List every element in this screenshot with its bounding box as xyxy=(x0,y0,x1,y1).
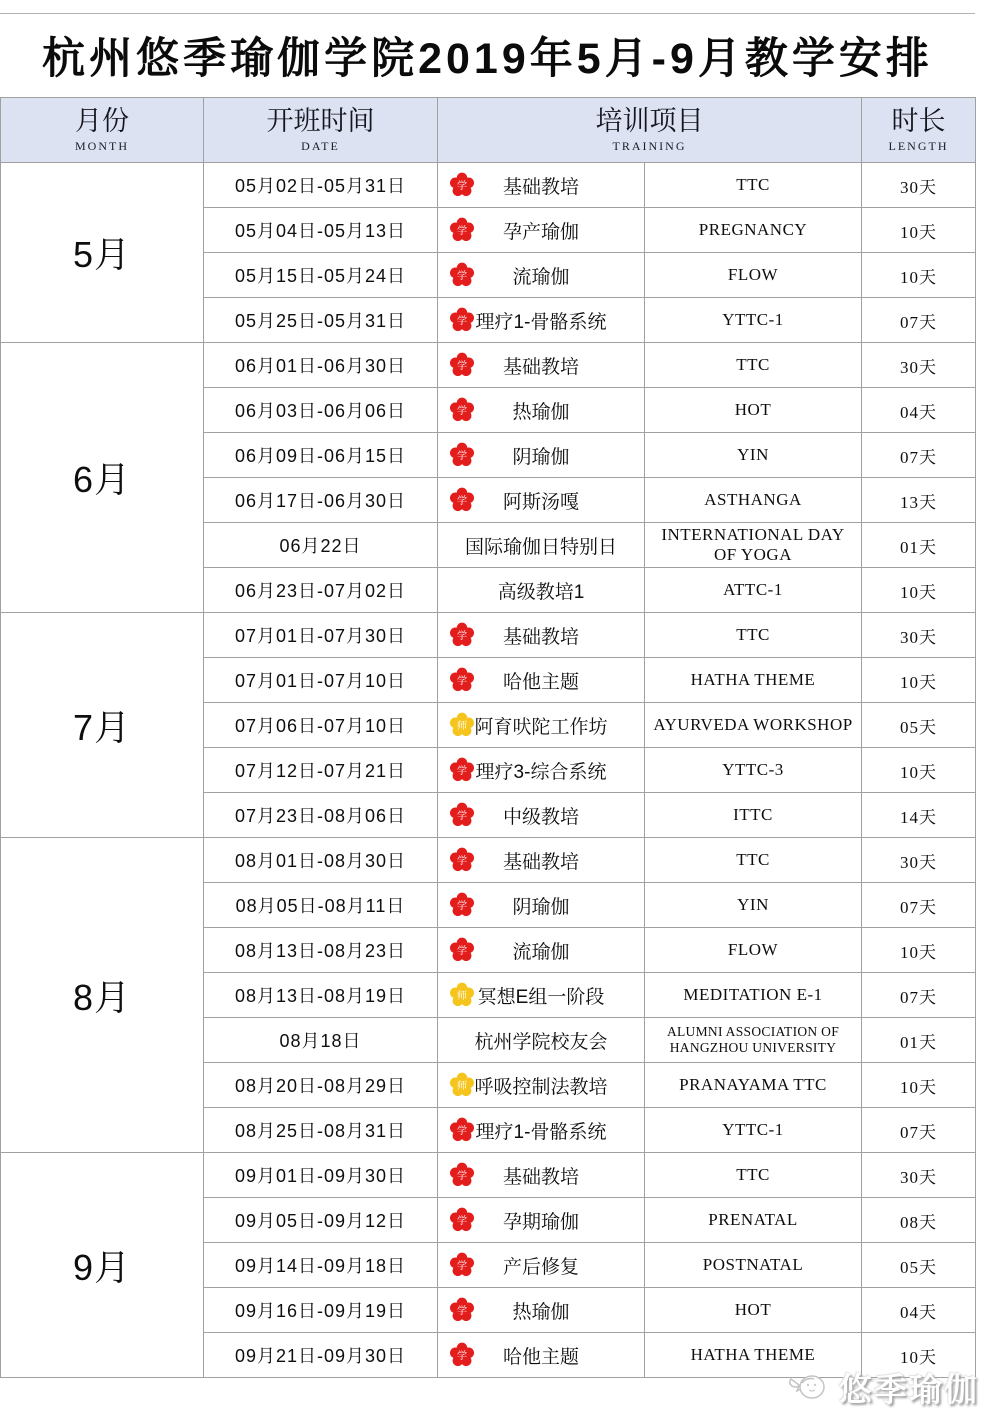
training-zh-cell xyxy=(438,793,645,838)
training-en-cell: POSTNATAL xyxy=(645,1243,862,1288)
column-header-month-zh: 月份 xyxy=(75,106,129,137)
red-flower-icon xyxy=(449,1207,475,1233)
red-flower-icon xyxy=(449,487,475,513)
brand-logo-text: 悠季瑜伽 xyxy=(839,1371,979,1408)
svg-text:学: 学 xyxy=(456,1215,468,1227)
table-row xyxy=(1,163,976,208)
red-flower-icon xyxy=(449,757,475,783)
duration-cell: 30天 xyxy=(862,163,976,208)
training-zh-cell xyxy=(438,298,645,343)
svg-text:学: 学 xyxy=(456,360,468,372)
svg-text:学: 学 xyxy=(456,675,468,687)
red-flower-icon xyxy=(449,892,475,918)
duration-cell: 10天 xyxy=(862,568,976,613)
training-zh-cell xyxy=(438,253,645,298)
svg-text:学: 学 xyxy=(456,765,468,777)
date-cell: 05月04日-05月13日 xyxy=(204,208,438,253)
svg-text:学: 学 xyxy=(456,855,468,867)
date-cell: 09月21日-09月30日 xyxy=(204,1333,438,1378)
red-flower-icon xyxy=(449,667,475,693)
training-zh-cell xyxy=(438,433,645,478)
svg-text:学: 学 xyxy=(456,810,468,822)
training-zh-cell xyxy=(438,1153,645,1198)
date-cell: 09月14日-09月18日 xyxy=(204,1243,438,1288)
training-zh-cell xyxy=(438,883,645,928)
red-flower-icon xyxy=(449,307,475,333)
date-cell: 06月17日-06月30日 xyxy=(204,478,438,523)
training-zh-label: 基础教培 xyxy=(502,851,579,873)
schedule-table xyxy=(0,97,976,1378)
date-cell: 08月13日-08月19日 xyxy=(204,973,438,1018)
brand-watermark xyxy=(788,1364,979,1411)
training-en-cell: TTC xyxy=(645,1153,862,1198)
date-cell: 08月18日 xyxy=(204,1018,438,1063)
svg-text:师: 师 xyxy=(456,720,468,732)
training-zh-label: 基础教培 xyxy=(502,1166,579,1188)
red-flower-icon xyxy=(449,352,475,378)
training-zh-cell xyxy=(438,1198,645,1243)
training-en-cell: INTERNATIONAL DAY OF YOGA xyxy=(645,523,862,568)
duration-cell: 30天 xyxy=(862,613,976,658)
date-cell: 06月03日-06月06日 xyxy=(204,388,438,433)
duration-cell: 07天 xyxy=(862,298,976,343)
training-zh-label: 孕产瑜伽 xyxy=(502,221,579,243)
schedule-body xyxy=(1,163,976,1378)
duration-cell: 10天 xyxy=(862,748,976,793)
training-zh-label: 基础教培 xyxy=(502,356,579,378)
svg-text:学: 学 xyxy=(456,1305,468,1317)
training-zh-cell xyxy=(438,928,645,973)
table-row xyxy=(1,1153,976,1198)
svg-text:学: 学 xyxy=(456,450,468,462)
table-header xyxy=(1,98,976,163)
red-flower-icon xyxy=(449,847,475,873)
duration-cell: 01天 xyxy=(862,1018,976,1063)
month-label: 9月 xyxy=(1,1153,204,1378)
duration-cell: 10天 xyxy=(862,253,976,298)
svg-text:学: 学 xyxy=(456,270,468,282)
column-header-training-en: TRAINING xyxy=(612,138,687,153)
table-row xyxy=(1,613,976,658)
duration-cell: 10天 xyxy=(862,1333,976,1378)
yellow-flower-icon xyxy=(449,1072,475,1098)
svg-text:学: 学 xyxy=(456,945,468,957)
red-flower-icon xyxy=(449,262,475,288)
training-en-cell: FLOW xyxy=(645,253,862,298)
duration-cell: 05天 xyxy=(862,703,976,748)
training-zh-cell xyxy=(438,1288,645,1333)
training-zh-label: 冥想E组一阶段 xyxy=(477,986,605,1008)
training-en-cell: TTC xyxy=(645,163,862,208)
training-zh-cell xyxy=(438,613,645,658)
svg-text:学: 学 xyxy=(456,1350,468,1362)
yellow-flower-icon xyxy=(449,982,475,1008)
training-zh-cell xyxy=(438,568,645,613)
training-zh-cell xyxy=(438,208,645,253)
duration-cell: 04天 xyxy=(862,388,976,433)
red-flower-icon xyxy=(449,937,475,963)
red-flower-icon xyxy=(449,622,475,648)
table-row xyxy=(1,838,976,883)
training-zh-label: 理疗3-综合系统 xyxy=(475,761,607,783)
date-cell: 08月05日-08月11日 xyxy=(204,883,438,928)
column-header-training-zh: 培训项目 xyxy=(595,106,704,137)
training-zh-cell xyxy=(438,478,645,523)
training-zh-cell xyxy=(438,388,645,433)
training-en-cell: PRENATAL xyxy=(645,1198,862,1243)
training-zh-label: 基础教培 xyxy=(502,626,579,648)
red-flower-icon xyxy=(449,1297,475,1323)
training-zh-label: 阿斯汤嘎 xyxy=(502,491,579,513)
training-en-cell: HOT xyxy=(645,388,862,433)
training-zh-label: 高级教培1 xyxy=(497,581,585,603)
training-en-cell: YIN xyxy=(645,433,862,478)
svg-text:学: 学 xyxy=(456,1260,468,1272)
training-en-cell: YTTC-3 xyxy=(645,748,862,793)
training-zh-cell xyxy=(438,1333,645,1378)
duration-cell: 07天 xyxy=(862,973,976,1018)
date-cell: 06月09日-06月15日 xyxy=(204,433,438,478)
training-zh-label: 哈他主题 xyxy=(502,1346,579,1368)
date-cell: 05月15日-05月24日 xyxy=(204,253,438,298)
training-zh-cell xyxy=(438,1018,645,1063)
date-cell: 08月01日-08月30日 xyxy=(204,838,438,883)
red-flower-icon xyxy=(449,1162,475,1188)
training-en-cell: TTC xyxy=(645,838,862,883)
red-flower-icon xyxy=(449,802,475,828)
training-zh-cell xyxy=(438,343,645,388)
duration-cell: 08天 xyxy=(862,1198,976,1243)
training-en-cell: YIN xyxy=(645,883,862,928)
training-zh-cell xyxy=(438,838,645,883)
column-header-length-en: LENGTH xyxy=(888,138,949,153)
duration-cell: 30天 xyxy=(862,1153,976,1198)
duration-cell: 07天 xyxy=(862,883,976,928)
training-zh-cell xyxy=(438,748,645,793)
duration-cell: 01天 xyxy=(862,523,976,568)
column-header-date-en: DATE xyxy=(301,138,340,153)
duration-cell: 14天 xyxy=(862,793,976,838)
svg-text:学: 学 xyxy=(456,405,468,417)
training-zh-cell xyxy=(438,1108,645,1153)
training-en-cell: ASTHANGA xyxy=(645,478,862,523)
column-header-length-zh: 时长 xyxy=(891,106,946,137)
training-en-cell: PREGNANCY xyxy=(645,208,862,253)
column-header-length xyxy=(862,98,976,163)
svg-text:学: 学 xyxy=(456,315,468,327)
training-en-cell: ATTC-1 xyxy=(645,568,862,613)
yellow-flower-icon xyxy=(449,712,475,738)
month-label: 6月 xyxy=(1,343,204,613)
training-en-cell: YTTC-1 xyxy=(645,1108,862,1153)
column-header-month-en: MONTH xyxy=(75,138,129,153)
month-label: 7月 xyxy=(1,613,204,838)
training-zh-cell xyxy=(438,1243,645,1288)
column-header-month xyxy=(1,98,204,163)
duration-cell: 10天 xyxy=(862,928,976,973)
svg-text:学: 学 xyxy=(456,1125,468,1137)
date-cell: 09月16日-09月19日 xyxy=(204,1288,438,1333)
training-zh-cell xyxy=(438,1063,645,1108)
training-en-cell: ALUMNI ASSOCIATION OF HANGZHOU UNIVERSITY xyxy=(645,1018,862,1063)
column-header-date xyxy=(204,98,438,163)
duration-cell: 30天 xyxy=(862,838,976,883)
date-cell: 05月02日-05月31日 xyxy=(204,163,438,208)
date-cell: 06月23日-07月02日 xyxy=(204,568,438,613)
training-zh-label: 产后修复 xyxy=(502,1256,579,1278)
duration-cell: 30天 xyxy=(862,343,976,388)
duration-cell: 05天 xyxy=(862,1243,976,1288)
training-zh-label: 国际瑜伽日特别日 xyxy=(464,536,617,558)
training-en-cell: MEDITATION E-1 xyxy=(645,973,862,1018)
training-zh-label: 中级教培 xyxy=(502,806,579,828)
date-cell: 07月23日-08月06日 xyxy=(204,793,438,838)
training-zh-label: 哈他主题 xyxy=(502,671,579,693)
month-label: 8月 xyxy=(1,838,204,1153)
svg-text:学: 学 xyxy=(456,1170,468,1182)
date-cell: 09月01日-09月30日 xyxy=(204,1153,438,1198)
duration-cell: 10天 xyxy=(862,1063,976,1108)
duration-cell: 07天 xyxy=(862,433,976,478)
title-band xyxy=(0,14,975,97)
svg-text:学: 学 xyxy=(456,225,468,237)
red-flower-icon xyxy=(449,217,475,243)
red-flower-icon xyxy=(449,172,475,198)
duration-cell: 10天 xyxy=(862,658,976,703)
date-cell: 08月20日-08月29日 xyxy=(204,1063,438,1108)
red-flower-icon xyxy=(449,397,475,423)
date-cell: 08月25日-08月31日 xyxy=(204,1108,438,1153)
svg-text:学: 学 xyxy=(456,900,468,912)
training-zh-cell xyxy=(438,523,645,568)
training-en-cell: PRANAYAMA TTC xyxy=(645,1063,862,1108)
svg-text:学: 学 xyxy=(456,630,468,642)
training-zh-label: 理疗1-骨骼系统 xyxy=(475,311,607,333)
svg-text:师: 师 xyxy=(456,1080,468,1092)
training-zh-cell xyxy=(438,163,645,208)
table-row xyxy=(1,343,976,388)
date-cell: 07月01日-07月30日 xyxy=(204,613,438,658)
page-title: 杭州悠季瑜伽学院2019年5月-9月教学安排 xyxy=(42,35,933,83)
duration-cell: 10天 xyxy=(862,208,976,253)
duration-cell: 13天 xyxy=(862,478,976,523)
training-zh-label: 阴瑜伽 xyxy=(512,446,570,468)
date-cell: 07月01日-07月10日 xyxy=(204,658,438,703)
svg-text:学: 学 xyxy=(456,180,468,192)
column-header-training xyxy=(438,98,862,163)
dove-icon xyxy=(788,1369,834,1407)
date-cell: 08月13日-08月23日 xyxy=(204,928,438,973)
date-cell: 09月05日-09月12日 xyxy=(204,1198,438,1243)
training-zh-label: 流瑜伽 xyxy=(512,266,570,288)
column-header-date-zh: 开班时间 xyxy=(266,106,375,137)
training-zh-label: 孕期瑜伽 xyxy=(502,1211,579,1233)
duration-cell: 04天 xyxy=(862,1288,976,1333)
date-cell: 07月12日-07月21日 xyxy=(204,748,438,793)
red-flower-icon xyxy=(449,1252,475,1278)
training-en-cell: TTC xyxy=(645,343,862,388)
training-en-cell: HATHA THEME xyxy=(645,658,862,703)
training-zh-label: 杭州学院校友会 xyxy=(474,1031,608,1053)
training-en-cell: HATHA THEME xyxy=(645,1333,862,1378)
training-zh-cell xyxy=(438,658,645,703)
red-flower-icon xyxy=(449,442,475,468)
training-en-cell: TTC xyxy=(645,613,862,658)
svg-text:师: 师 xyxy=(456,990,468,1002)
training-zh-label: 基础教培 xyxy=(502,176,579,198)
training-zh-label: 阿育吠陀工作坊 xyxy=(474,716,608,738)
duration-cell: 07天 xyxy=(862,1108,976,1153)
date-cell: 06月01日-06月30日 xyxy=(204,343,438,388)
training-en-cell: FLOW xyxy=(645,928,862,973)
training-en-cell: HOT xyxy=(645,1288,862,1333)
training-zh-label: 流瑜伽 xyxy=(512,941,570,963)
red-flower-icon xyxy=(449,1342,475,1368)
date-cell: 07月06日-07月10日 xyxy=(204,703,438,748)
training-zh-cell xyxy=(438,973,645,1018)
date-cell: 05月25日-05月31日 xyxy=(204,298,438,343)
training-zh-label: 热瑜伽 xyxy=(512,401,570,423)
training-zh-cell xyxy=(438,703,645,748)
red-flower-icon xyxy=(449,1117,475,1143)
training-zh-label: 呼吸控制法教培 xyxy=(474,1076,608,1098)
month-label: 5月 xyxy=(1,163,204,343)
svg-text:学: 学 xyxy=(456,495,468,507)
training-zh-label: 理疗1-骨骼系统 xyxy=(475,1121,607,1143)
training-en-cell: ITTC xyxy=(645,793,862,838)
training-zh-label: 阴瑜伽 xyxy=(512,896,570,918)
training-en-cell: YTTC-1 xyxy=(645,298,862,343)
date-cell: 06月22日 xyxy=(204,523,438,568)
training-zh-label: 热瑜伽 xyxy=(512,1301,570,1323)
training-en-cell: AYURVEDA WORKSHOP xyxy=(645,703,862,748)
